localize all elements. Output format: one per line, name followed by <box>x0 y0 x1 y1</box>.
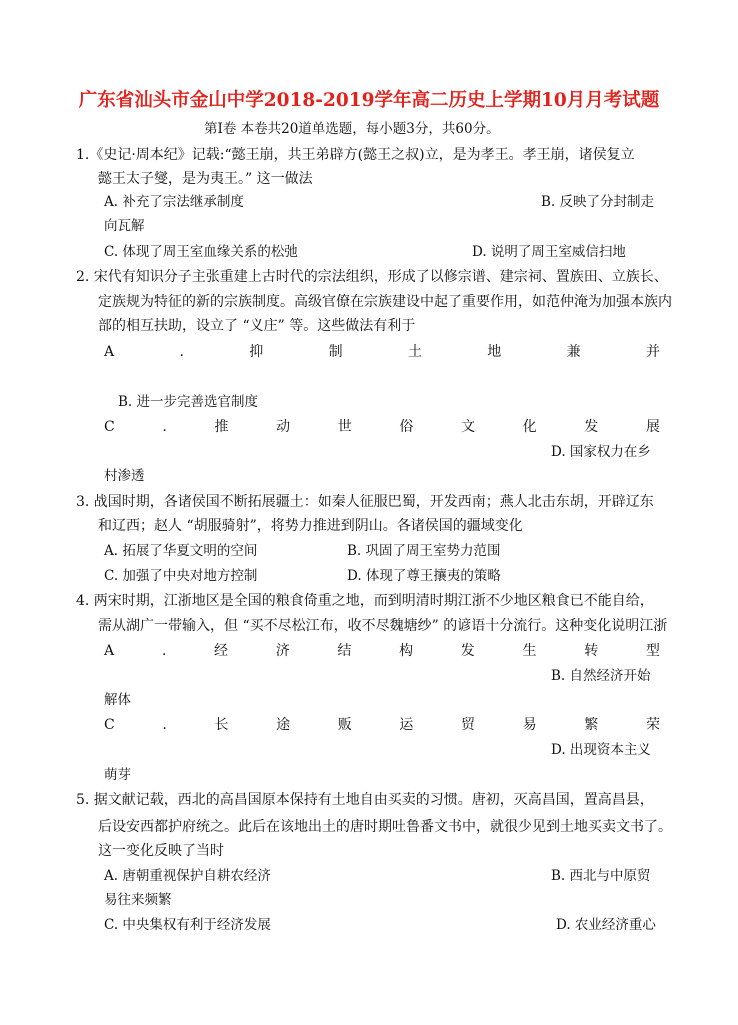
q2-stem-line2: 定族规为特征的新的宗族制度。高级官僚在宗族建设中起了重要作用，如范仲淹为加强本族内 <box>98 294 672 310</box>
q4-option-c-char: C <box>104 717 115 733</box>
section-header: 第Ⅰ卷 本卷共20道单选题，每小题3分，共60分。 <box>204 121 500 137</box>
q4-option-a-char: 转 <box>584 643 599 659</box>
q3-option-a: A. 拓展了华夏文明的空间 <box>104 543 258 559</box>
q1-stem-line1: 1.《史记·周本纪》记载:“懿王崩，共王弟辟方(懿王之叔)立，是为孝王。孝王崩，诸侯复立 <box>76 147 635 163</box>
q4-option-c-char: 途 <box>276 717 291 733</box>
q2-option-c-char: 俗 <box>399 419 414 435</box>
q2-option-c-char: 化 <box>522 419 537 435</box>
q4-option-d-continued: 萌芽 <box>104 767 131 783</box>
q2-option-a-char: 兼 <box>566 344 581 360</box>
q2-option-c-char: 发 <box>584 419 599 435</box>
q1-option-b: B. 反映了分封制走 <box>541 194 655 210</box>
q5-option-b: B. 西北与中原贸 <box>551 868 651 884</box>
q4-option-c <box>104 716 660 734</box>
q4-option-c-char: 易 <box>522 717 537 733</box>
q2-option-b: B. 进一步完善选官制度 <box>118 394 259 410</box>
q5-option-d: D. 农业经济重心 <box>556 917 656 933</box>
q2-option-c <box>104 418 660 436</box>
q4-stem-line2: 需从湖广一带输入，但 “买不尽松江布，收不尽魏塘纱” 的谚语十分流行。这种变化说明江浙 <box>98 618 668 634</box>
q4-option-c-char: 运 <box>399 717 414 733</box>
q2-option-c-char: 世 <box>337 419 352 435</box>
q3-option-d: D. 体现了尊王攘夷的策略 <box>347 568 501 584</box>
q2-option-a-char: 并 <box>645 344 660 360</box>
q2-option-a-char: 抑 <box>249 344 264 360</box>
q5-option-b-continued: 易往来频繁 <box>104 892 172 908</box>
q4-option-a-char: 发 <box>460 643 475 659</box>
q3-option-b: B. 巩固了周王室势力范围 <box>347 543 501 559</box>
q1-option-b-continued: 向瓦解 <box>104 218 145 234</box>
q4-option-a-char: 型 <box>645 643 660 659</box>
q2-option-c-char: 推 <box>214 419 229 435</box>
q5-option-c: C. 中央集权有利于经济发展 <box>104 917 271 933</box>
q5-stem-line2: 后设安西都护府统之。此后在该地出土的唐时期吐鲁番文书中，就很少见到土地买卖文书了。 <box>98 819 672 835</box>
q2-option-a-char: 地 <box>487 344 502 360</box>
q4-option-d: D. 出现资本主义 <box>551 742 651 758</box>
q1-option-a: A. 补充了宗法继承制度 <box>104 194 244 210</box>
q4-option-a-char: 经 <box>213 643 228 659</box>
q2-option-a-char: 制 <box>328 344 343 360</box>
q2-option-c-char: . <box>162 419 167 435</box>
q4-option-c-char: . <box>162 717 167 733</box>
q4-option-b: B. 自然经济开始 <box>551 668 651 684</box>
q4-option-a-char: 生 <box>522 643 537 659</box>
q4-option-a <box>104 642 660 660</box>
q4-option-c-char: 贸 <box>461 717 476 733</box>
q1-stem-line2: 懿王太子燮，是为夷王。” 这一做法 <box>98 171 313 187</box>
q3-stem-line1: 3. 战国时期，各诸侯国不断拓展疆土：如秦人征服巴蜀，开发西南；燕人北击东胡，开辟辽东 <box>76 494 654 510</box>
q4-option-a-char: 结 <box>337 643 352 659</box>
q1-option-d: D. 说明了周王室威信扫地 <box>472 244 626 260</box>
q1-option-c: C. 体现了周王室血缘关系的松弛 <box>104 244 298 260</box>
q2-option-c-char: 动 <box>276 419 291 435</box>
q2-option-d: D. 国家权力在乡 <box>551 444 651 460</box>
q2-option-d-continued: 村渗透 <box>104 468 145 484</box>
q2-stem-line1: 2. 宋代有知识分子主张重建上古时代的宗法组织，形成了以修宗谱、建宗祠、置族田、立族长、 <box>76 269 668 285</box>
q2-option-a-char: . <box>179 344 184 360</box>
q4-option-c-char: 繁 <box>584 717 599 733</box>
q4-option-c-char: 贩 <box>337 717 352 733</box>
q4-stem-line1: 4. 两宋时期，江浙地区是全国的粮食倚重之地，而到明清时期江浙不少地区粮食已不能自给， <box>76 593 654 609</box>
q5-stem-line1: 5. 据文献记载，西北的高昌国原本保持有土地自由买卖的习惯。唐初，灭高昌国，置高昌县， <box>76 792 654 808</box>
q4-option-a-char: 济 <box>275 643 290 659</box>
q3-stem-line2: 和辽西；赵人 “胡服骑射”，将势力推进到阴山。各诸侯国的疆域变化 <box>98 518 523 534</box>
q4-option-a-char: . <box>161 643 167 659</box>
q4-option-a-char: A <box>104 643 115 659</box>
q2-option-a-char: A <box>104 344 115 360</box>
q2-option-c-char: C <box>104 419 115 435</box>
q2-stem-line3: 部的相互扶助，设立了 “义庄” 等。这些做法有利于 <box>98 318 416 334</box>
q4-option-a-char: 构 <box>399 643 414 659</box>
q2-option-a-char: 土 <box>407 344 422 360</box>
q3-option-c: C. 加强了中央对地方控制 <box>104 568 258 584</box>
q4-option-c-char: 荣 <box>645 717 660 733</box>
page-title: 广东省汕头市金山中学2018-2019学年高二历史上学期10月月考试题 <box>78 90 660 111</box>
q4-option-c-char: 长 <box>214 717 229 733</box>
q2-option-c-char: 展 <box>645 419 660 435</box>
q2-option-a <box>104 343 660 361</box>
q2-option-c-char: 文 <box>461 419 476 435</box>
q5-option-a: A. 唐朝重视保护自耕农经济 <box>104 868 271 884</box>
q5-stem-line3: 这一变化反映了当时 <box>98 843 224 859</box>
q4-option-b-continued: 解体 <box>104 692 131 708</box>
